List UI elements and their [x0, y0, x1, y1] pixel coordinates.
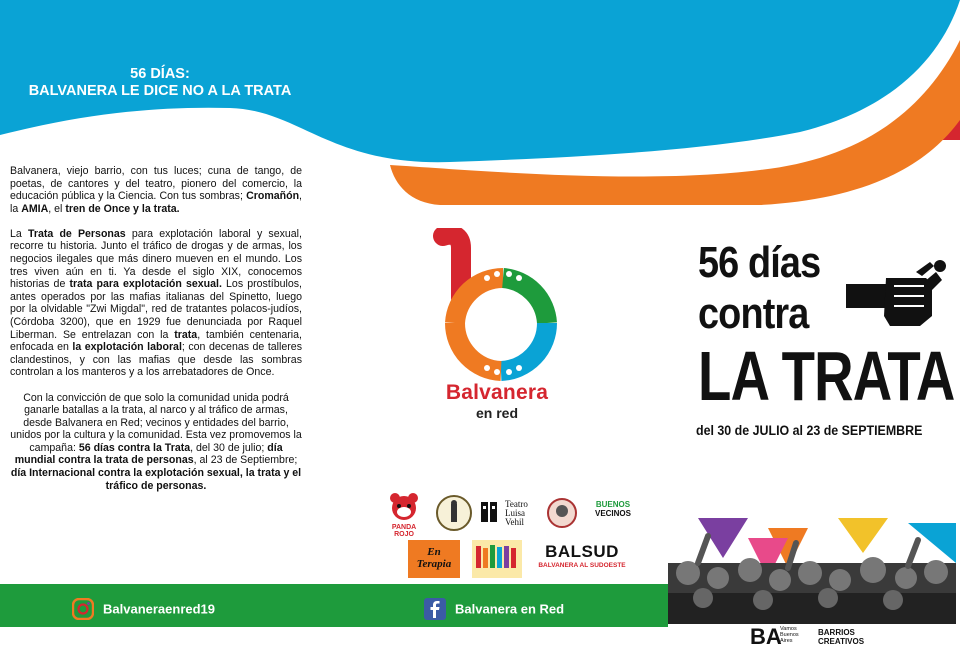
balsud-logo [532, 542, 632, 569]
text-run-4: , al 23 de Septiembre; [193, 454, 298, 467]
bold-run-5: trata [174, 328, 198, 341]
text-run-2: , del 30 de julio; [190, 441, 268, 454]
panda-icon [386, 492, 422, 522]
buenos-text: BUENOS [595, 500, 631, 509]
paragraph-2 [10, 228, 302, 379]
svg-text:BA: BA [750, 624, 782, 648]
bold-run-3: trata para explotación sexual. [69, 278, 222, 291]
en-terapia-line-2: Terapia [416, 558, 452, 570]
teatro-line-3: Vehil [505, 517, 524, 527]
bold-run-3: día mundial contra la trata de personas [14, 441, 283, 467]
text-run-6: , también centenaria, enfocada en [10, 328, 302, 354]
instagram-link[interactable] [72, 598, 215, 620]
vecinos-text: VECINOS [594, 509, 631, 518]
text-run-4: , el [48, 202, 66, 215]
en-terapia-line-1: En [427, 546, 441, 558]
brand-name: Balvanera [445, 381, 549, 404]
ba-footer-logos [740, 624, 960, 648]
text-run-0: La [10, 227, 28, 240]
bold-run-1: Trata de Personas [27, 227, 126, 240]
barrios-line-1: BARRIOS [818, 628, 855, 637]
ba-line-3: Aires [780, 638, 793, 644]
flyer-heading [0, 66, 320, 100]
raised-fist-icon [846, 258, 950, 339]
facebook-link[interactable] [424, 598, 564, 620]
buenos-vecinos-logo [588, 500, 638, 518]
balvanera-logo [425, 228, 585, 388]
theater-mask-icon [478, 500, 502, 524]
heading-line-1: 56 DÍAS: [130, 66, 190, 82]
barrios-line-2: CREATIVOS [818, 637, 865, 646]
brand-sub: en red [475, 405, 518, 421]
poster-line-3: LA TRATA [698, 337, 955, 415]
seal-logo-1 [435, 494, 473, 537]
poster-line-2: contra [698, 289, 809, 338]
poster-dates: del 30 de JULIO al 23 de SEPTIEMBRE [696, 423, 923, 438]
ba-line-1: Vamos [780, 626, 797, 632]
text-run-4: Los prostíbulos, antes operados por las mafias italianas del Spinetto, luego por la olvidable "Zwi Migdal", red de tratantes polacos-judíos, (Córdoba 3200), que en 1929 fue denunciada por Raquel Liberman. Se entrelazan con la [10, 278, 302, 341]
text-run-0: Con la convicción de que solo la comunidad unida podrá ganarle batallas a la trata, al narco y al tráfico de armas, desde Balvanera en Red; vecinos y entidades del barrio, unidos por la cultura y la comunidad. Esta vez promovemos la campaña: [10, 391, 302, 454]
facebook-page: Balvanera en Red [455, 601, 565, 617]
balsud-text: BALSUD [545, 542, 619, 561]
teatro-line-2: Luisa [505, 508, 525, 518]
text-run-8: ; con decenas de talleres clandestinos, y con las mafias que desde las sombras controlan a los manteros y a los arrebatadores de Once. [10, 341, 302, 379]
paragraph-3 [10, 392, 302, 493]
colorful-bars-logo [472, 540, 522, 583]
instagram-icon [72, 598, 94, 620]
bold-run-3: AMIA [21, 202, 49, 215]
facebook-icon [424, 598, 446, 620]
teatro-line-1: Teatro [505, 499, 528, 509]
paragraph-1 [10, 165, 302, 215]
poster-line-1: 56 días [698, 238, 821, 287]
heading-line-2: BALVANERA LE DICE NO A LA TRATA [28, 83, 292, 99]
bold-run-1: 56 días contra la Trata [78, 441, 191, 454]
seal-logo-2 [546, 497, 578, 534]
panda-rojo-text: PANDA ROJO [391, 524, 417, 538]
balsud-sub-text: BALVANERA AL SUDOESTE [538, 562, 626, 569]
text-run-0: Balvanera, viejo barrio, con tus luces; cuna de tango, de poetas, de cantores y del teatro, pionero del comercio, la educación pública y la Ciencia. Con tus sombras; [10, 165, 302, 203]
teatro-luisa-vehil-logo [478, 500, 538, 527]
instagram-handle: Balvaneraenred19 [103, 601, 216, 617]
bold-run-5: tren de Once y la trata. [65, 202, 180, 215]
body-text [10, 165, 302, 505]
text-run-2: , la [10, 190, 302, 215]
protest-photo [668, 518, 956, 624]
en-terapia-logo [408, 540, 460, 578]
bold-run-5: día Internacional contra la explotación sexual, la trata y el tráfico de personas. [10, 467, 302, 492]
bold-run-7: la explotación laboral [72, 341, 182, 354]
panda-rojo-logo [384, 492, 424, 538]
bold-run-1: Cromañón [246, 190, 300, 203]
text-run-2: para explotación laboral y sexual, recorre tu historia. Junto el tráfico de drogas y de armas, los negocios ilegales que más dinero mueven en el mundo. Los tres viven aún en ti. Ya desde el siglo XIX, conocemos historias de [10, 227, 302, 291]
ba-line-2: Buenos [780, 632, 799, 638]
